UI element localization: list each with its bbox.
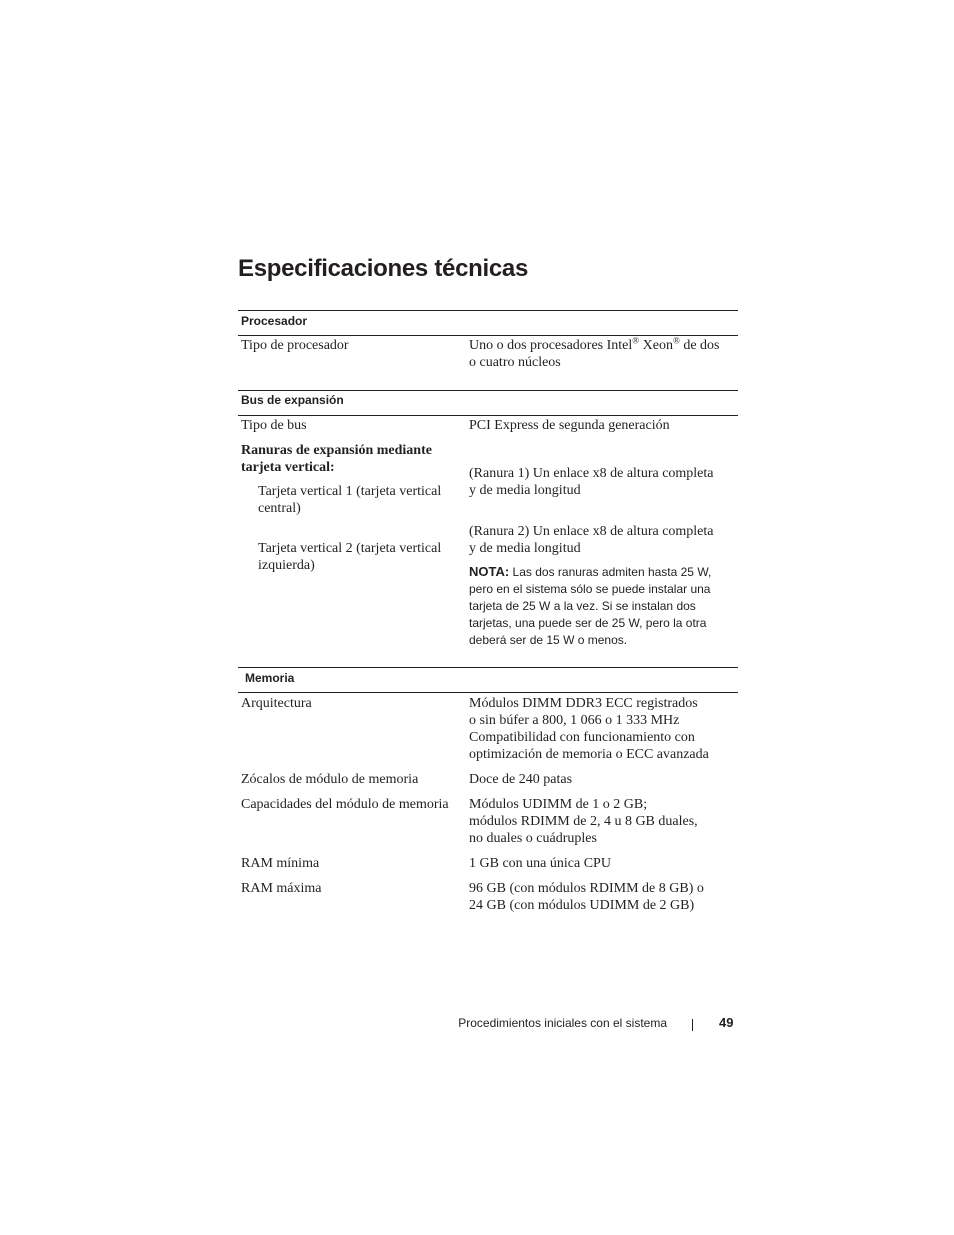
- registered-mark: ®: [632, 335, 640, 346]
- value-text: Compatibilidad con funcionamiento con: [469, 730, 695, 745]
- value-text: (Ranura 1) Un enlace x8 de altura completa: [469, 466, 714, 481]
- value-text: Módulos UDIMM de 1 o 2 GB;: [469, 797, 648, 812]
- row-label-tipo-procesador: Tipo de procesador: [241, 338, 349, 353]
- row-label-capacidades: Capacidades del módulo de memoria: [241, 797, 449, 812]
- note-text: tarjeta de 25 W a la vez. Si se instalan dos: [469, 599, 696, 613]
- value-text: Xeon: [639, 338, 673, 353]
- value-text: o cuatro núcleos: [469, 355, 561, 370]
- value-text: o sin búfer a 800, 1 066 o 1 333 MHz: [469, 713, 680, 728]
- value-text: (Ranura 2) Un enlace x8 de altura completa: [469, 524, 714, 539]
- row-value-ram-minima: 1 GB con una única CPU: [469, 856, 611, 871]
- row-value-ram-maxima: [469, 880, 731, 914]
- row-label-ram-maxima: RAM máxima: [241, 881, 322, 896]
- row-value-tipo-bus: PCI Express de segunda generación: [469, 418, 670, 433]
- value-text: 24 GB (con módulos UDIMM de 2 GB): [469, 898, 695, 913]
- row-label-riser2: [258, 540, 453, 574]
- value-text: módulos RDIMM de 2, 4 u 8 GB duales,: [469, 814, 698, 829]
- section-rule: [238, 335, 738, 336]
- section-rule: [238, 692, 738, 693]
- section-heading-memoria: Memoria: [245, 671, 295, 685]
- row-label-ranuras: [241, 442, 461, 476]
- row-value-tipo-procesador: [469, 337, 731, 371]
- row-label-tipo-bus: Tipo de bus: [241, 418, 307, 433]
- row-label-riser1: [258, 483, 453, 517]
- note-text: Las dos ranuras admiten hasta 25 W,: [509, 565, 712, 579]
- row-value-zocalos: Doce de 240 patas: [469, 772, 573, 787]
- note-text: tarjetas, una puede ser de 25 W, pero la otra: [469, 616, 707, 630]
- section-rule: [238, 667, 738, 668]
- section-heading-bus: Bus de expansión: [241, 393, 344, 407]
- row-value-capacidades: [469, 796, 731, 847]
- value-text: y de media longitud: [469, 541, 581, 556]
- note-text: pero en el sistema sólo se puede instalar una: [469, 582, 711, 596]
- value-text: 96 GB (con módulos RDIMM de 8 GB) o: [469, 881, 704, 896]
- label-text: izquierda): [258, 558, 315, 573]
- label-text: Tarjeta vertical 1 (tarjeta vertical: [258, 484, 442, 499]
- row-value-arquitectura: [469, 695, 731, 763]
- value-text: de dos: [679, 338, 720, 353]
- registered-mark: ®: [672, 335, 680, 346]
- value-text: Módulos DIMM DDR3 ECC registrados: [469, 696, 698, 711]
- row-value-riser1: [469, 465, 731, 499]
- section-rule: [238, 390, 738, 391]
- label-text: central): [258, 501, 301, 516]
- note-text: deberá ser de 15 W o menos.: [469, 633, 628, 647]
- label-text: Tarjeta vertical 2 (tarjeta vertical: [258, 541, 442, 556]
- footer-chapter-title: Procedimientos iniciales con el sistema: [458, 1016, 667, 1030]
- footer-separator: [692, 1019, 693, 1031]
- row-value-riser2: [469, 523, 731, 557]
- label-text: Ranuras de expansión mediante: [241, 443, 432, 458]
- value-text: y de media longitud: [469, 483, 581, 498]
- page-number: 49: [719, 1015, 734, 1030]
- row-label-ram-minima: RAM mínima: [241, 856, 320, 871]
- section-heading-procesador: Procesador: [241, 314, 308, 328]
- value-text: optimización de memoria o ECC avanzada: [469, 747, 709, 762]
- section-rule: [238, 415, 738, 416]
- label-text: tarjeta vertical:: [241, 460, 335, 475]
- note-label: NOTA:: [469, 564, 510, 579]
- value-text: Uno o dos procesadores Intel: [469, 338, 633, 353]
- page-title: Especificaciones técnicas: [238, 255, 528, 282]
- row-label-arquitectura: Arquitectura: [241, 696, 312, 711]
- table-top-rule: [238, 310, 738, 311]
- row-label-zocalos: Zócalos de módulo de memoria: [241, 772, 419, 787]
- value-text: no duales o cuádruples: [469, 831, 597, 846]
- note-block: [469, 563, 731, 649]
